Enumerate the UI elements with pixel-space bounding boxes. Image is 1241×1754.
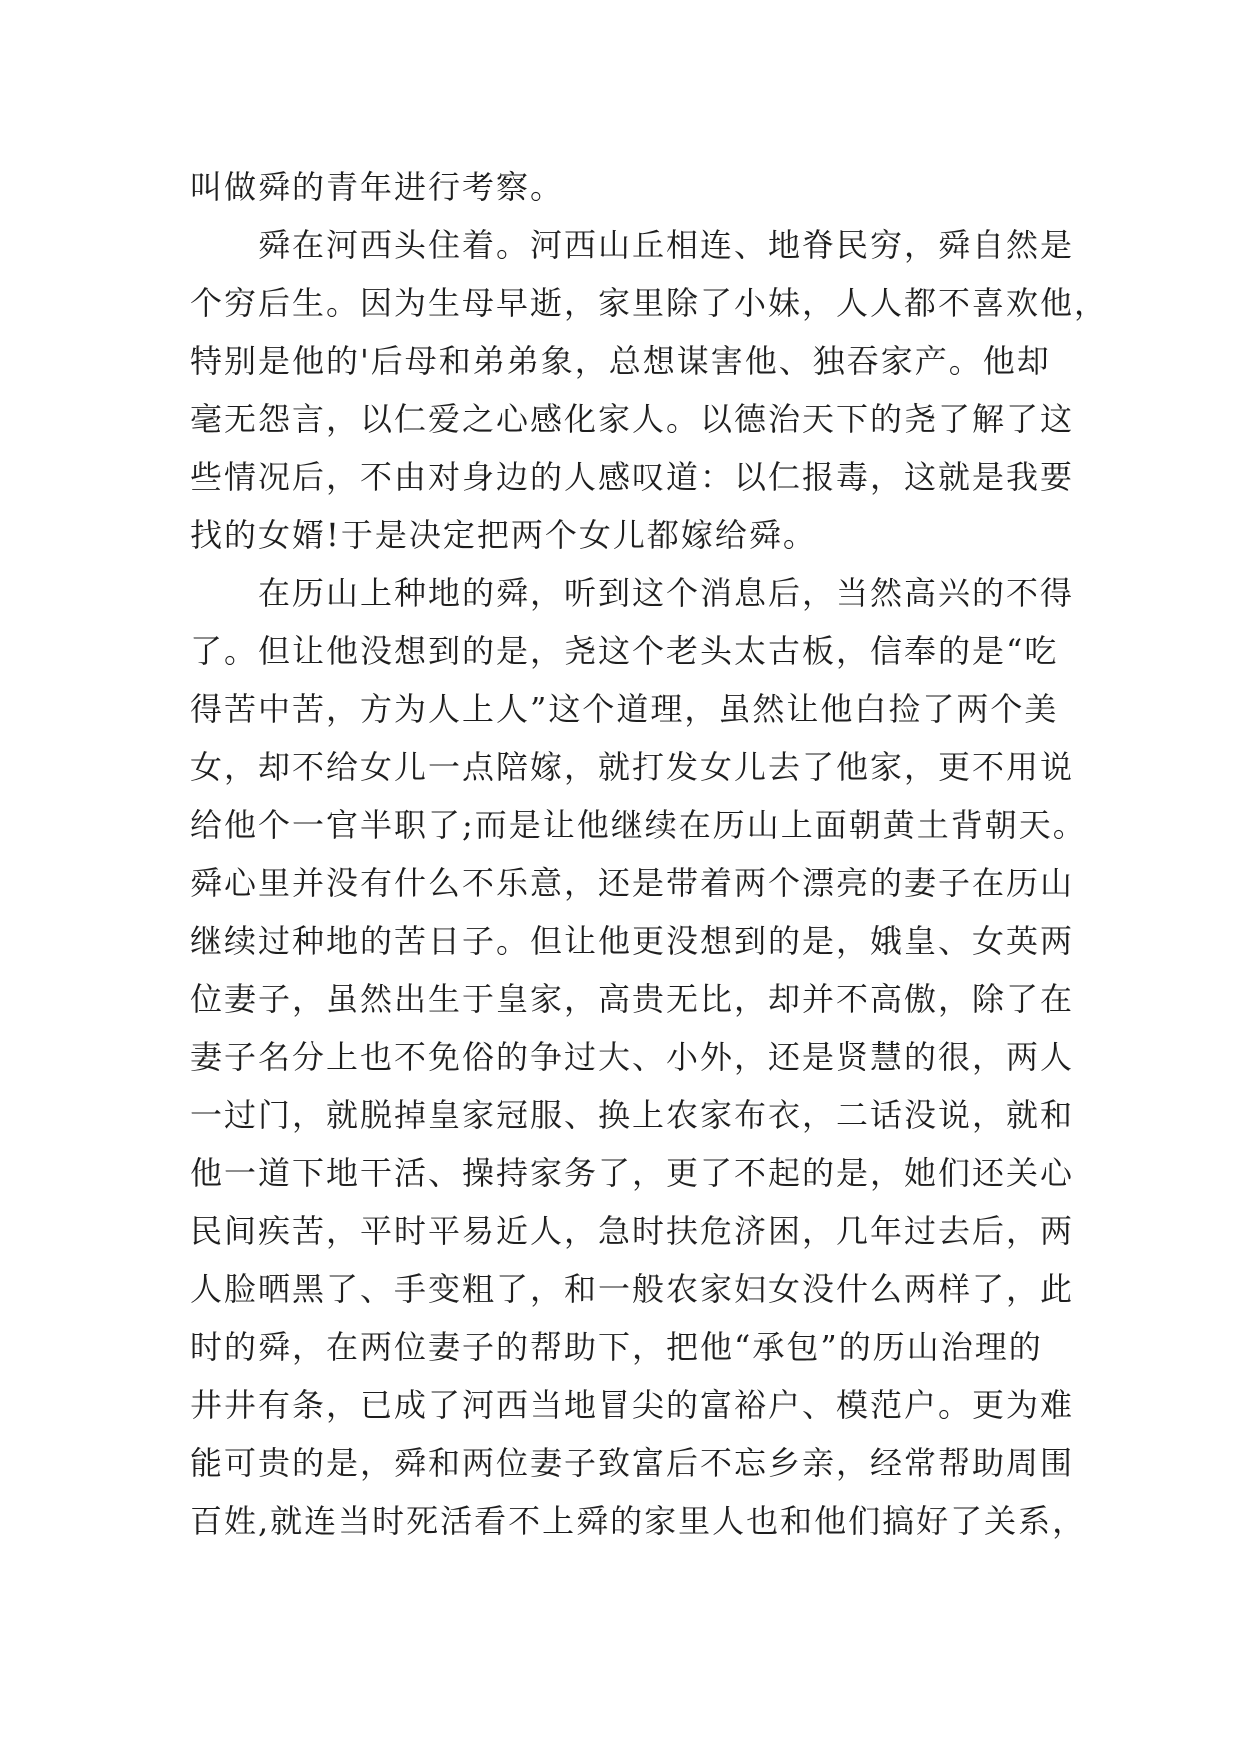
text-line: 给他个一官半职了;而是让他继续在历山上面朝黄土背朝天。 [190,806,1087,844]
body-text [190,158,1109,1550]
text-line: 舜在河西头住着。河西山丘相连、地脊民穷，舜自然是 [258,226,1075,264]
text-line: 在历山上种地的舜，听到这个消息后，当然高兴的不得 [258,574,1075,612]
text-line: 能可贵的是，舜和两位妻子致富后不忘乡亲，经常帮助周围 [190,1444,1075,1482]
text-line: 个穷后生。因为生母早逝，家里除了小妹，人人都不喜欢他， [190,284,1109,322]
text-line: 妻子名分上也不免俗的争过大、小外，还是贤慧的很，两人 [190,1038,1075,1076]
paragraph-3 [190,564,1087,1550]
text-line: 位妻子，虽然出生于皇家，高贵无比，却并不高傲，除了在 [190,980,1075,1018]
text-line: 时的舜，在两位妻子的帮助下，把他“承包”的历山治理的 [190,1328,1043,1366]
text-line: 人脸晒黑了、手变粗了，和一般农家妇女没什么两样了，此 [190,1270,1075,1308]
text-line: 继续过种地的苦日子。但让他更没想到的是，娥皇、女英两 [190,922,1075,960]
text-line: 找的女婿!于是决定把两个女儿都嫁给舜。 [190,516,817,554]
text-line: 井井有条，已成了河西当地冒尖的富裕户、模范户。更为难 [190,1386,1075,1424]
text-line: 了。但让他没想到的是，尧这个老头太古板，信奉的是“吃 [190,632,1059,670]
text-line: 毫无怨言，以仁爱之心感化家人。以德治天下的尧了解了这 [190,400,1075,438]
text-line: 女，却不给女儿一点陪嫁，就打发女儿去了他家，更不用说 [190,748,1075,786]
paragraph-2 [190,216,1109,564]
text-line: 些情况后，不由对身边的人感叹道：以仁报毒，这就是我要 [190,458,1075,496]
text-line: 民间疾苦，平时平易近人，急时扶危济困，几年过去后，两 [190,1212,1075,1250]
text-line: 一过门，就脱掉皇家冠服、换上农家布衣，二话没说，就和 [190,1096,1075,1134]
text-line: 他一道下地干活、操持家务了，更了不起的是，她们还关心 [190,1154,1075,1192]
text-line: 叫做舜的青年进行考察。 [190,168,565,206]
text-line: 舜心里并没有什么不乐意，还是带着两个漂亮的妻子在历山 [190,864,1075,902]
text-line: 得苦中苦，方为人上人”这个道理，虽然让他白捡了两个美 [190,690,1059,728]
text-line: 百姓,就连当时死活看不上舜的家里人也和他们搞好了关系， [190,1502,1087,1540]
paragraph-1 [190,158,1055,216]
text-line: 特别是他的'后母和弟弟象，总想谋害他、独吞家产。他却 [190,342,1051,380]
